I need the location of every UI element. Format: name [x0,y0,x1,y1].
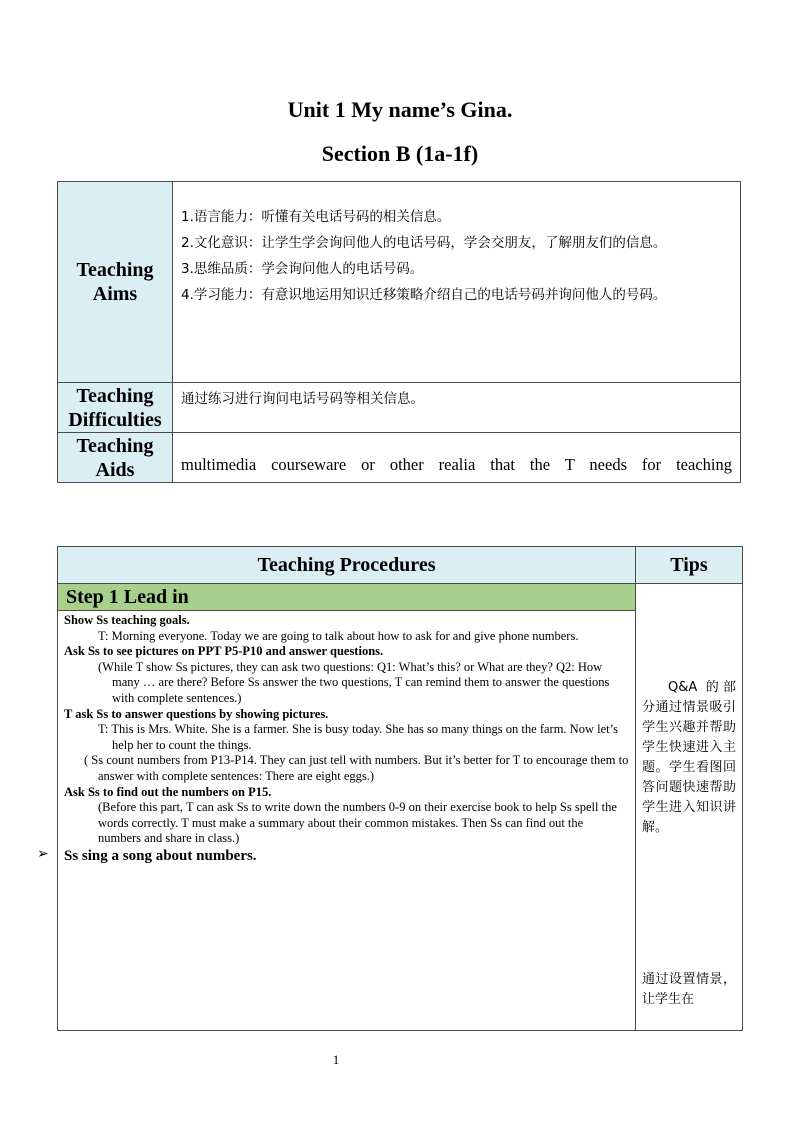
procedure-line: Ss sing a song about numbers. [64,847,257,864]
procedure-line: ( Ss count numbers from P13-P14. They can just tell with numbers. But it’s better for T to encourage them to answer with complete sentences: There are eight eggs.) [84,753,629,783]
page-number: 1 [332,1052,340,1067]
procedure-line: (While T show Ss pictures, they can ask two questions: Q1: What’s this? or What are they? Q2: How many … are there? Before Ss answer the two questions, T can remind them to answer the questions with complete sentences.) [98,659,610,705]
step-title: Step 1 Lead in [58,584,636,611]
procedure-line: T: Morning everyone. Today we are going to talk about how to ask for and give phone numbers. [98,628,579,643]
aids-text: multimedia courseware or other realia that the T needs for teaching [173,433,741,483]
procedure-line: Ask Ss to find out the numbers on P15. [64,784,272,799]
difficulties-row [58,383,741,433]
bullet-arrow-icon: ➢ [37,847,49,862]
procedure-line: (Before this part, T can ask Ss to write down the numbers 0-9 on their exercise book to help Ss spell the words correctly. T must make a summary about their common mistakes. Then Ss can find out the numbers and share in class.) [98,800,617,846]
aims-item: 1.语言能力：听懂有关电话号码的相关信息。 [181,209,451,225]
aims-cell [173,182,741,383]
difficulties-text: 通过练习进行询问电话号码等相关信息。 [173,383,741,433]
procedure-line: Ask Ss to see pictures on PPT P5-P10 and answer questions. [64,644,384,659]
tips-header: Tips [636,547,743,584]
step-content [58,611,636,1031]
aims-item: 3.思维品质：学会询问他人的电话号码。 [181,261,424,277]
tip-text: 通过设置情景，让学生在 [642,972,736,1007]
procedure-line: Show Ss teaching goals. [64,613,190,627]
aims-item: 4.学习能力：有意识地运用知识迁移策略介绍自己的电话号码并询问他人的号码。 [181,287,667,303]
aids-row [58,433,741,483]
document-title: Unit 1 My name’s Gina. [287,97,513,122]
procedures-header: Teaching Procedures [58,547,636,584]
aims-label: Teaching Aims [58,182,173,383]
tip-text: Q&A 的部分通过情景吸引学生兴趣并帮助学生快速进入主题。学生看图回答问题快速帮助学生进入知识讲解。 [642,680,736,835]
aims-row [58,182,741,383]
teaching-info-table [57,181,741,483]
tips-cell [636,584,743,1031]
aims-item: 2.文化意识：让学生学会询问他人的电话号码，学会交朋友，了解朋友们的信息。 [181,235,667,251]
document-subtitle: Section B (1a-1f) [321,141,479,166]
procedures-table [57,546,743,1031]
aims-list [173,182,740,305]
procedure-line: T ask Ss to answer questions by showing pictures. [64,706,329,721]
difficulties-label: Teaching Difficulties [58,383,173,433]
aids-label: Teaching Aids [58,433,173,483]
procedure-line: T: This is Mrs. White. She is a farmer. She is busy today. She has so many things on the farm. Now let’s help her to count the things. [98,722,618,752]
